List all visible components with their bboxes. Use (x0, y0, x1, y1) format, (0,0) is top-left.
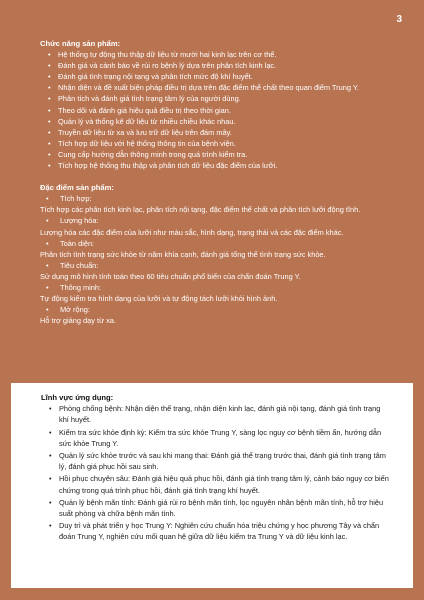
application-item: • Duy trì và phát triển y học Trung Y: Nghiên cứu chuẩn hóa triệu chứng y học phương Tây và chẩn đoán Trung Y, nghiên cứu mối quan hệ giữa dữ liệu kiểm tra Trung Y và dữ liệu kinh lạc. (53, 520, 391, 542)
characteristic-text: Tích hợp các phân tích kinh lạc, phân tích nội tạng, đặc điểm thể chất và phân tích lưỡi động tĩnh. (40, 205, 361, 215)
feature-item: • Truyền dữ liệu từ xa và lưu trữ dữ liệu trên đám mây. (52, 127, 390, 138)
page-number: 3 (396, 14, 402, 25)
feature-item: • Nhận diện và đề xuất biện pháp điều trị dựa trên đặc điểm thể chất theo quan điểm Trung Y. (52, 82, 390, 93)
feature-item: • Cung cấp hướng dẫn thông minh trong quá trình kiểm tra. (52, 149, 390, 160)
characteristic-label: • Toàn diện: (46, 238, 95, 248)
characteristics-heading: Đặc điểm sản phẩm: (40, 183, 114, 193)
application-item: • Quản lý sức khỏe trước và sau khi mang thai: Đánh giá thể trạng trước thai, đánh giá tình trạng tâm lý, đánh giá phục hồi sau sinh. (53, 450, 391, 472)
features-section (40, 38, 390, 326)
application-item: • Quản lý bệnh mãn tính: Đánh giá rủi ro bệnh mãn tính, lọc nguyên nhân bệnh mãn tính, hỗ trợ hiệu suất phòng và chữa bệnh mãn tính. (53, 497, 391, 519)
characteristic-text: Sử dụng mô hình tính toán theo 60 tiêu chuẩn phổ biến của chẩn đoán Trung Y. (40, 271, 301, 281)
feature-item: • Phân tích và đánh giá tình trạng tâm lý của người dùng. (52, 93, 390, 104)
feature-item: • Tích hợp dữ liệu với hệ thống thông tin của bệnh viện. (52, 138, 390, 149)
features-heading: Chức năng sản phẩm: (40, 39, 121, 48)
features-list (40, 49, 390, 171)
feature-item: • Quản lý và thống kê dữ liệu từ nhiều chiều khác nhau. (52, 116, 390, 127)
application-item: • Phòng chống bệnh: Nhận diện thể trạng, nhận diện kinh lạc, đánh giá nội tạng, đánh giá tình trạng khí huyết. (53, 403, 391, 425)
applications-list (41, 403, 391, 542)
characteristic-text: Lượng hóa các đặc điểm của lưỡi như màu sắc, hình dạng, trạng thái và các đặc điểm khác. (40, 227, 344, 237)
characteristic-text: Phân tích tình trạng sức khỏe từ năm khía cạnh, đánh giá tổng thể tình trạng sức khỏe. (40, 249, 326, 259)
characteristic-text: Tự động kiểm tra hình dạng của lưỡi và tự động tách lưỡi khỏi hình ảnh. (40, 294, 278, 304)
feature-item: • Đánh giá và cảnh báo về rủi ro bệnh lý dựa trên phân tích kinh lạc. (52, 60, 390, 71)
application-item: • Kiểm tra sức khỏe định kỳ: Kiểm tra sức khỏe Trung Y, sàng lọc nguy cơ bệnh tiềm ẩn, hướng dẫn sức khỏe Trung Y. (53, 427, 391, 449)
feature-item: • Hệ thống tự động thu thập dữ liệu từ mười hai kinh lạc trên cơ thể. (52, 49, 390, 60)
applications-panel (11, 383, 413, 588)
characteristic-label: • Thông minh: (46, 282, 102, 292)
applications-section (41, 392, 391, 544)
feature-item: • Đánh giá tình trạng nội tạng và phân tích mức độ khí huyết. (52, 71, 390, 82)
feature-item: • Tích hợp hệ thống thu thập và phân tích dữ liệu đặc điểm của lưỡi. (52, 160, 390, 171)
applications-heading: Lĩnh vực ứng dụng: (41, 393, 114, 402)
characteristic-label: • Lượng hóa: (46, 216, 99, 226)
application-item: • Hồi phục chuyên sâu: Đánh giá hiệu quả phục hồi, đánh giá tình trạng tâm lý, cảnh báo nguy cơ biến chứng trong quá trình phục hồi, đánh giá tình trạng khí huyết. (53, 473, 391, 495)
characteristic-label: • Tích hợp: (46, 194, 92, 204)
characteristic-text: Hỗ trợ giảng dạy từ xa. (40, 316, 116, 326)
characteristic-label: • Tiêu chuẩn: (46, 260, 99, 270)
feature-item: • Theo dõi và đánh giá hiệu quả điều trị theo thời gian. (52, 105, 390, 116)
characteristic-label: • Mở rộng: (46, 305, 90, 315)
